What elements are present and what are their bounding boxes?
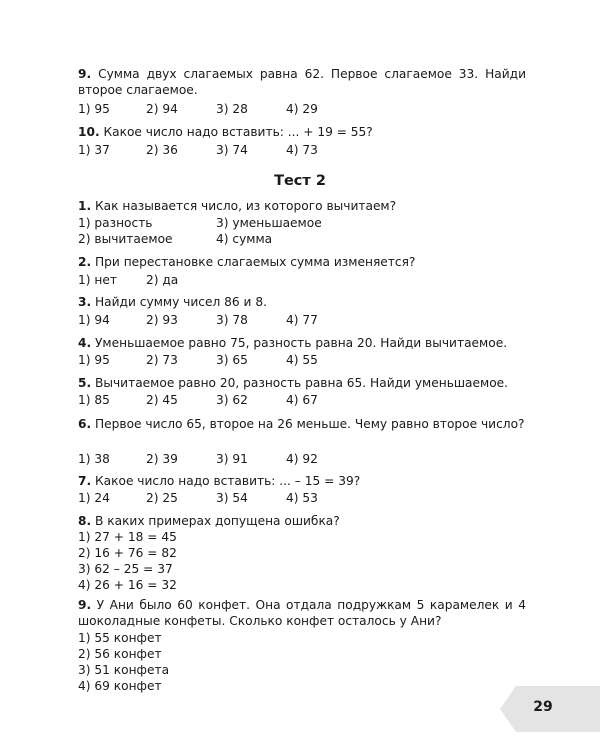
answer-option: 1) 24 xyxy=(78,491,110,505)
answer-list xyxy=(78,529,378,593)
answer-option: 3) 54 xyxy=(216,491,248,505)
question-number: 10. xyxy=(78,125,100,139)
answer-row xyxy=(78,490,526,506)
answer-option: 4) 29 xyxy=(286,102,318,116)
answer-option: 1) нет xyxy=(78,273,117,287)
answer-option: 3) 78 xyxy=(216,313,248,327)
question-text: Как называется число, из которого вычитаем? xyxy=(95,199,397,213)
question-5 xyxy=(78,375,526,391)
answer-option: 4) 53 xyxy=(286,491,318,505)
question-number: 5. xyxy=(78,376,92,390)
answer-option: 1) 55 конфет xyxy=(78,631,162,645)
answer-option: 2) 56 конфет xyxy=(78,647,162,661)
answer-option: 2) 73 xyxy=(146,353,178,367)
answer-option: 2) 16 + 76 = 82 xyxy=(78,546,177,560)
question-2 xyxy=(78,254,526,270)
answer-option: 3) 65 xyxy=(216,353,248,367)
question-8 xyxy=(78,513,526,529)
answer-option: 4) 77 xyxy=(286,313,318,327)
question-6 xyxy=(78,416,526,432)
answer-row xyxy=(78,451,526,467)
answer-row xyxy=(78,392,526,408)
answer-option: 4) 73 xyxy=(286,143,318,157)
answer-option: 4) 92 xyxy=(286,452,318,466)
answer-option: 1) 37 xyxy=(78,143,110,157)
answer-option: 3) 91 xyxy=(216,452,248,466)
question-text: Первое число 65, второе на 26 меньше. Чему равно второе число? xyxy=(95,417,525,431)
test-title: Тест 2 xyxy=(274,173,326,189)
answer-option: 3) уменьшаемое xyxy=(216,216,322,230)
answer-option: 4) 67 xyxy=(286,393,318,407)
answer-option: 4) 69 конфет xyxy=(78,679,162,693)
answer-row xyxy=(78,352,526,368)
answer-list xyxy=(78,630,378,694)
answer-option: 2) 94 xyxy=(146,102,178,116)
answer-row xyxy=(78,272,526,288)
answer-row xyxy=(78,142,526,158)
question-text: Какое число надо вставить: ... – 15 = 39? xyxy=(95,474,361,488)
question-text: Найди сумму чисел 86 и 8. xyxy=(95,295,267,309)
answer-row xyxy=(78,101,526,117)
answer-option: 1) 38 xyxy=(78,452,110,466)
answer-option: 2) вычитаемое xyxy=(78,232,173,246)
question-9 xyxy=(78,597,526,629)
answer-option: 2) 25 xyxy=(146,491,178,505)
question-text: Сумма двух слагаемых равна 62. Первое слагаемое 33. Найди второе слагаемое. xyxy=(78,67,527,97)
answer-option: 2) 45 xyxy=(146,393,178,407)
question-text: У Ани было 60 конфет. Она отдала подружкам 5 карамелек и 4 шоколадные конфеты. Сколько конфет осталось у Ани? xyxy=(78,598,527,628)
answer-option: 1) разность xyxy=(78,216,153,230)
question-7 xyxy=(78,473,526,489)
answer-option: 2) 39 xyxy=(146,452,178,466)
answer-option: 3) 74 xyxy=(216,143,248,157)
question-3 xyxy=(78,294,526,310)
answer-row xyxy=(78,215,526,231)
answer-option: 4) 26 + 16 = 32 xyxy=(78,578,177,592)
answer-option: 3) 28 xyxy=(216,102,248,116)
question-number: 2. xyxy=(78,255,92,269)
answer-option: 1) 94 xyxy=(78,313,110,327)
answer-option: 3) 62 – 25 = 37 xyxy=(78,562,173,576)
question-number: 8. xyxy=(78,514,92,528)
answer-option: 1) 95 xyxy=(78,102,110,116)
answer-option: 2) 36 xyxy=(146,143,178,157)
question-number: 1. xyxy=(78,199,92,213)
answer-option: 1) 95 xyxy=(78,353,110,367)
answer-option: 4) 55 xyxy=(286,353,318,367)
question-text: Какое число надо вставить: ... + 19 = 55? xyxy=(103,125,373,139)
question-number: 4. xyxy=(78,336,92,350)
answer-row xyxy=(78,231,526,247)
answer-option: 1) 85 xyxy=(78,393,110,407)
question-number: 6. xyxy=(78,417,92,431)
question-number: 9. xyxy=(78,67,92,81)
answer-option: 4) сумма xyxy=(216,232,273,246)
question-number: 3. xyxy=(78,295,92,309)
question-10 xyxy=(78,124,526,140)
question-number: 7. xyxy=(78,474,92,488)
question-9-top xyxy=(78,66,526,98)
answer-row xyxy=(78,312,526,328)
question-text: Уменьшаемое равно 75, разность равна 20. Найди вычитаемое. xyxy=(95,336,508,350)
question-4 xyxy=(78,335,526,351)
question-text: В каких примерах допущена ошибка? xyxy=(95,514,340,528)
answer-option: 3) 51 конфета xyxy=(78,663,170,677)
answer-option: 2) да xyxy=(146,273,179,287)
question-1 xyxy=(78,198,526,214)
answer-option: 3) 62 xyxy=(216,393,248,407)
answer-option: 1) 27 + 18 = 45 xyxy=(78,530,177,544)
question-text: При перестановке слагаемых сумма изменяется? xyxy=(95,255,416,269)
question-number: 9. xyxy=(78,598,92,612)
page-number: 29 xyxy=(533,699,553,715)
question-text: Вычитаемое равно 20, разность равна 65. Найди уменьшаемое. xyxy=(95,376,509,390)
answer-option: 2) 93 xyxy=(146,313,178,327)
